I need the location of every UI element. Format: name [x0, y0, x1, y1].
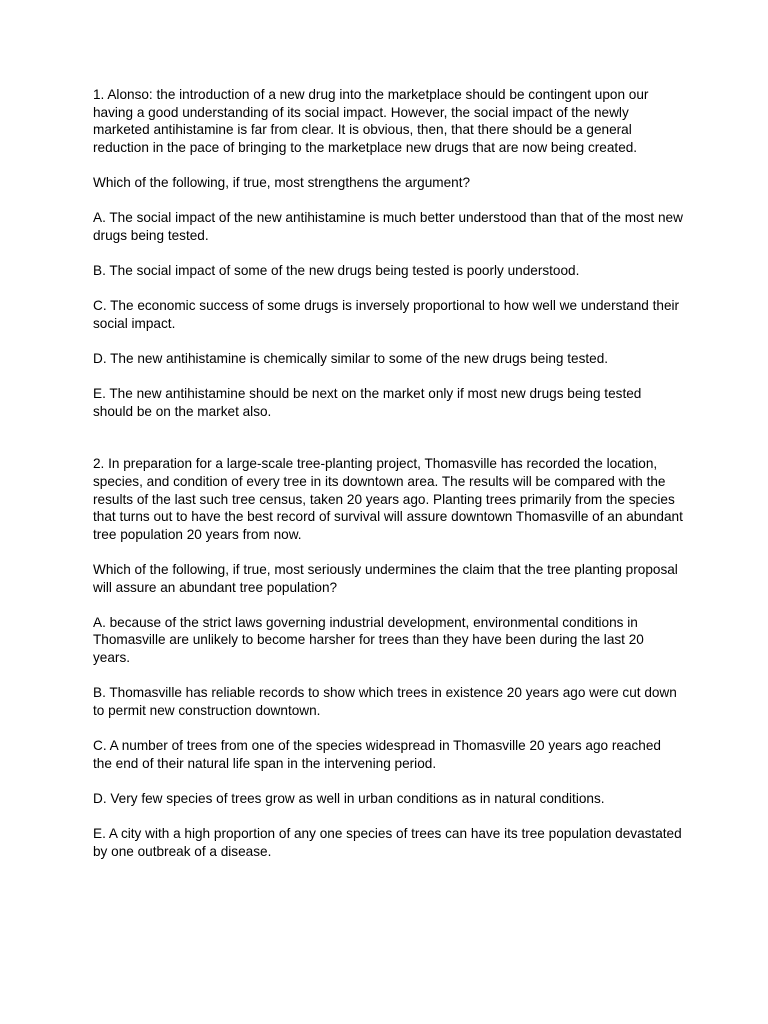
question-1-option-c: C. The economic success of some drugs is inversely proportional to how well we understand their social impact.: [93, 298, 680, 331]
question-separator: [93, 438, 683, 456]
question-2-option-c: C. A number of trees from one of the species widespread in Thomasville 20 years ago reached the end of their natural life span in the intervening period.: [93, 737, 661, 771]
question-2: [93, 455, 683, 860]
question-1-prompt: Which of the following, if true, most strengthens the argument?: [93, 174, 471, 190]
document-page: [93, 86, 683, 878]
question-1-option-b: B. The social impact of some of the new drugs being tested is poorly understood.: [93, 262, 580, 278]
question-1-option-d: D. The new antihistamine is chemically similar to some of the new drugs being tested.: [93, 350, 609, 366]
question-1: [93, 86, 683, 420]
question-2-option-d: D. Very few species of trees grow as well in urban conditions as in natural conditions.: [93, 790, 605, 806]
question-1-stem: 1. Alonso: the introduction of a new drug into the marketplace should be contingent upon our having a good understanding of its social impact. However, the social impact of the newly marketed antihistamine is far from clear. It is obvious, then, that there should be a general reduction in the pace of bringing to the marketplace new drugs that are now being created.: [93, 87, 649, 155]
question-2-option-a: A. because of the strict laws governing industrial development, environmental conditions in Thomasville are unlikely to become harsher for trees than they have been during the last 20 years.: [93, 614, 644, 665]
question-2-stem: 2. In preparation for a large-scale tree-planting project, Thomasville has recorded the location, species, and condition of every tree in its downtown area. The results will be compared with the results of the last such tree census, taken 20 years ago. Planting trees primarily from the species that turns out to have the best record of survival will assure downtown Thomasville of an abundant tree population 20 years from now.: [93, 456, 683, 542]
question-2-option-b: B. Thomasville has reliable records to show which trees in existence 20 years ago were cut down to permit new construction downtown.: [93, 685, 677, 718]
question-2-prompt: Which of the following, if true, most seriously undermines the claim that the tree planting proposal will assure an abundant tree population?: [93, 562, 678, 595]
question-2-option-e: E. A city with a high proportion of any one species of trees can have its tree population devastated by one outbreak of a disease.: [93, 825, 682, 859]
question-1-option-a: A. The social impact of the new antihistamine is much better understood than that of the most new drugs being tested.: [93, 210, 683, 243]
question-1-option-e: E. The new antihistamine should be next on the market only if most new drugs being tested should be on the market also.: [93, 386, 642, 419]
